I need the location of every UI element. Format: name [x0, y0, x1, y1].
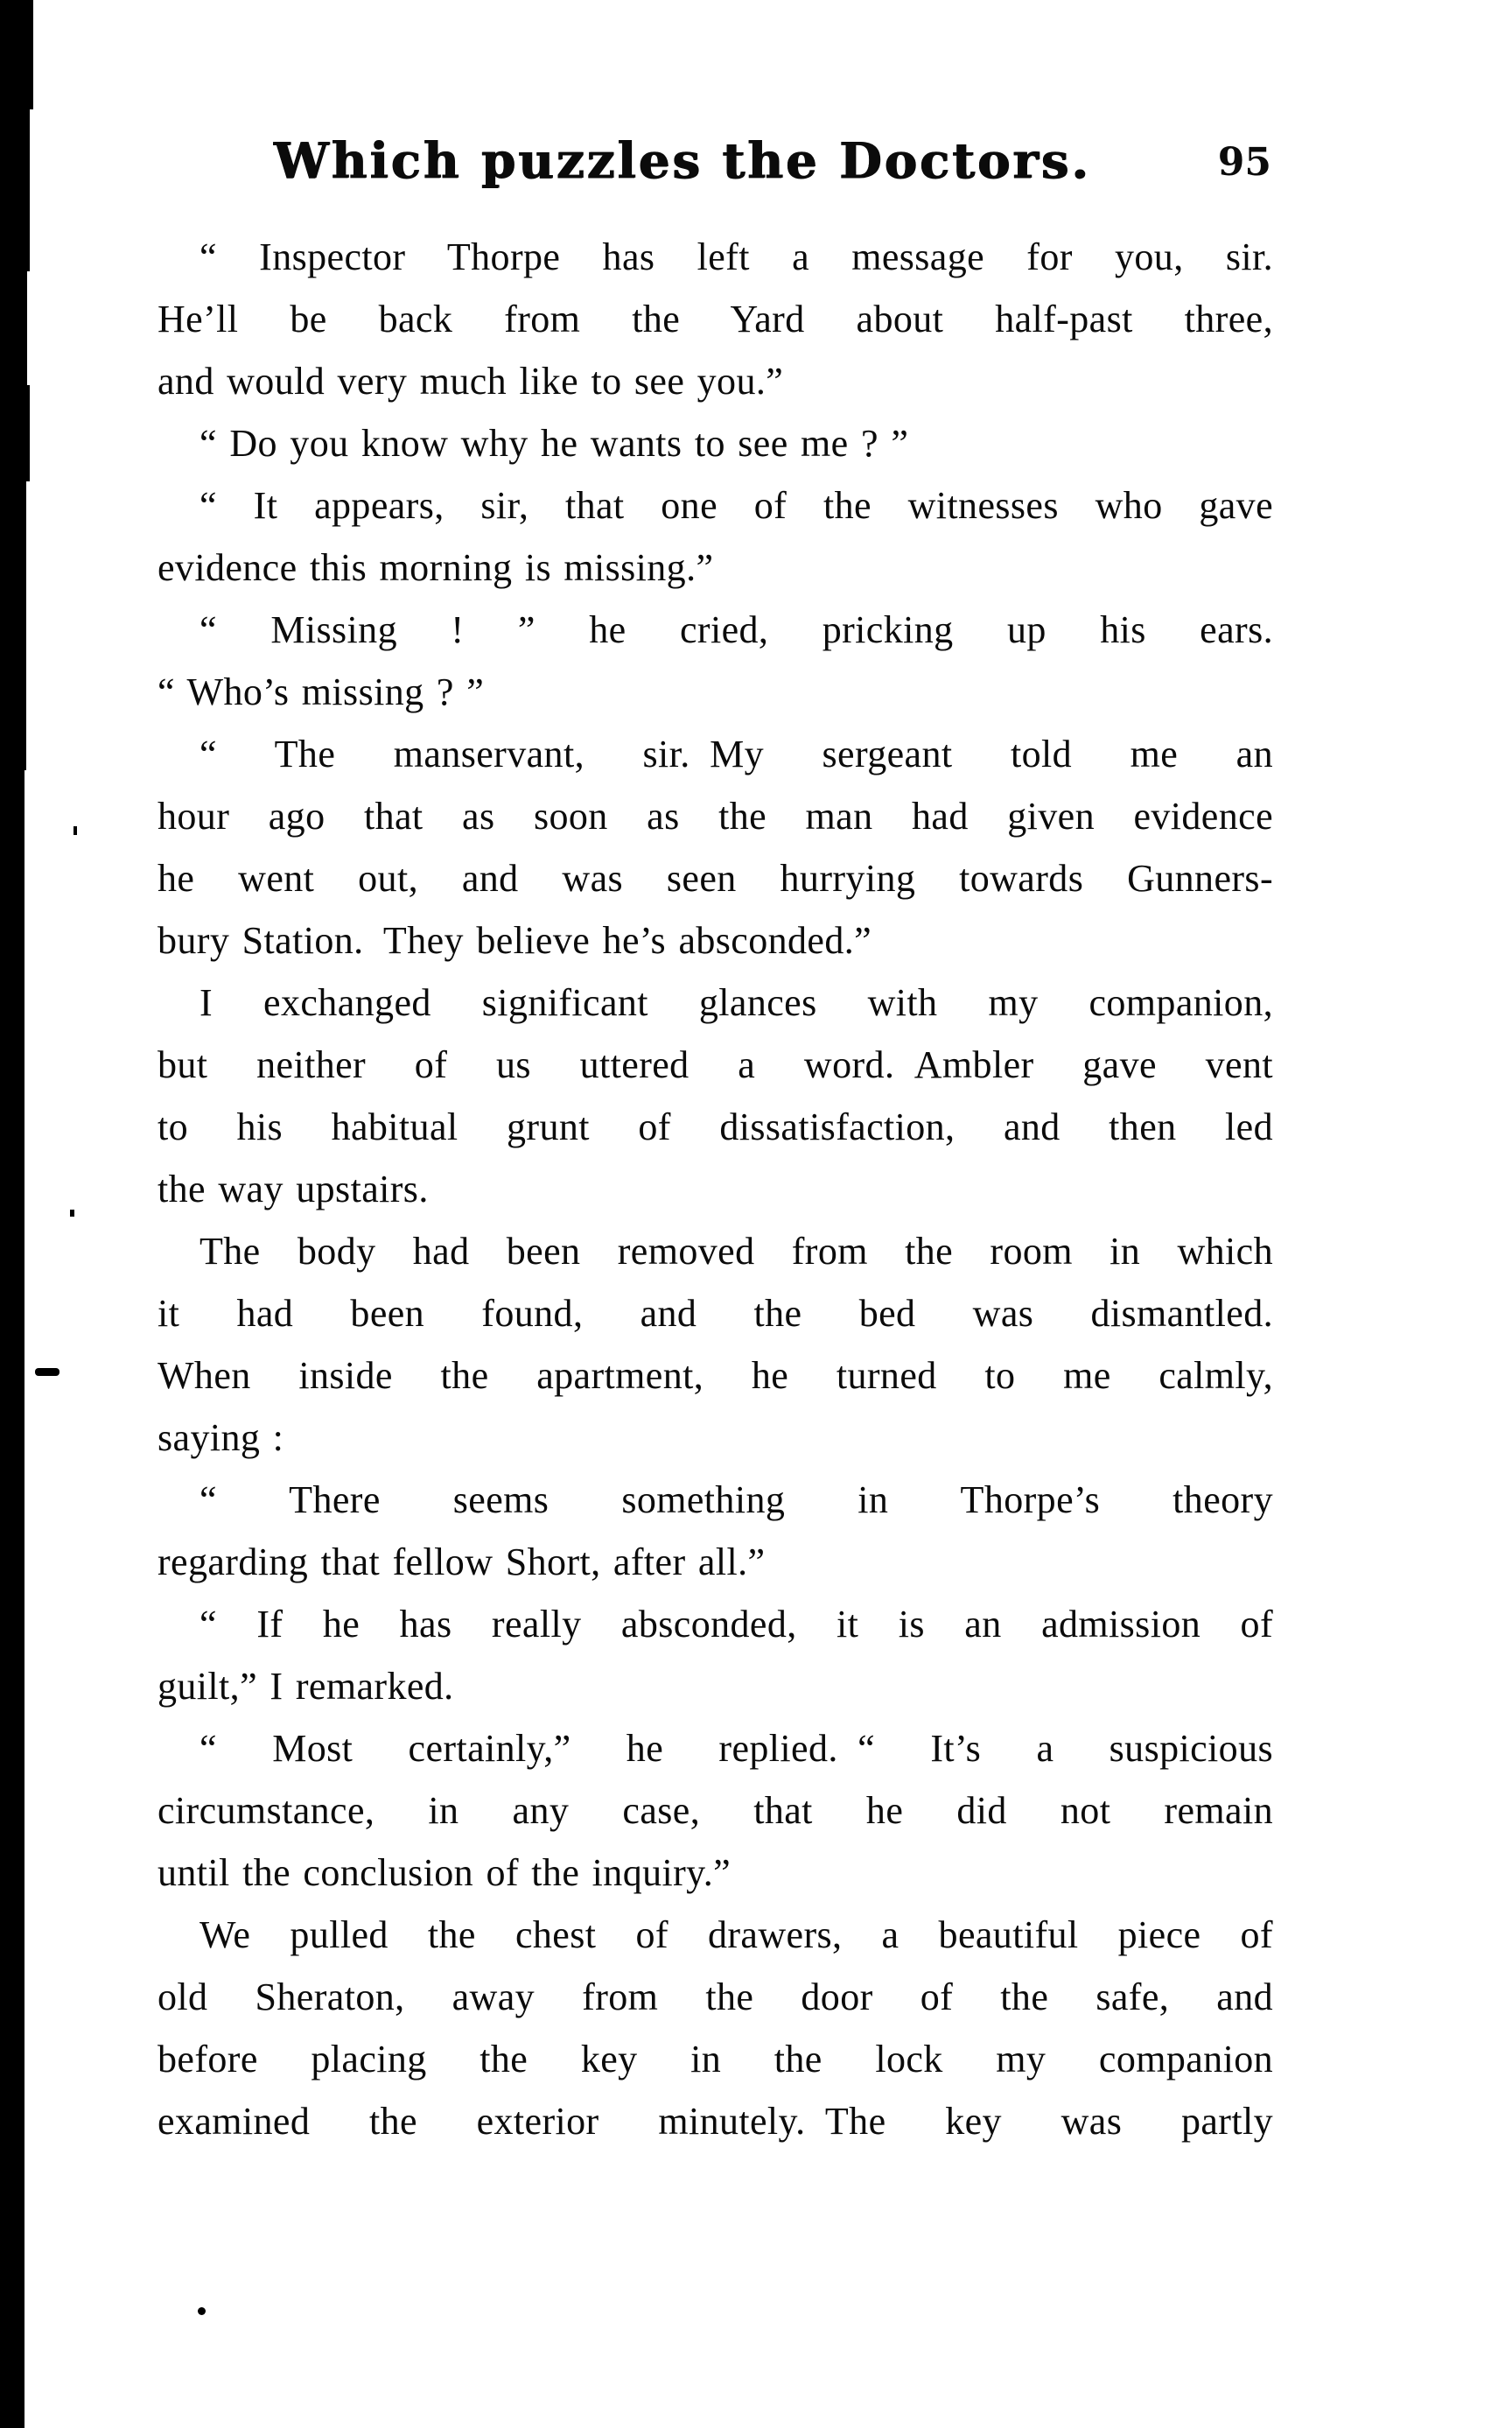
- paragraph: [158, 1469, 1273, 1593]
- text-line: “ Missing ! ” he cried, pricking up his ears.: [200, 608, 1273, 651]
- paragraph: [158, 723, 1273, 972]
- text-line: before placing the key in the lock my companion: [158, 2038, 1273, 2081]
- paragraph: [158, 1717, 1273, 1904]
- text-line: He’ll be back from the Yard about half-past three,: [158, 298, 1273, 340]
- paragraph: [158, 1220, 1273, 1469]
- text-line: guilt,” I remarked.: [158, 1665, 454, 1708]
- text-line: “ There seems something in Thorpe’s theory: [200, 1478, 1273, 1521]
- text-line: he went out, and was seen hurrying towards Gunners-: [158, 857, 1273, 900]
- text-line: “ Do you know why he wants to see me ? ”: [200, 422, 909, 465]
- stray-dot-artifact: [198, 2307, 206, 2315]
- text-line: saying :: [158, 1416, 284, 1459]
- scan-gutter-bump: [0, 385, 30, 481]
- scan-speck: [70, 1210, 74, 1217]
- paragraph: [158, 1904, 1273, 2152]
- paragraph: [158, 474, 1273, 599]
- paragraph: [158, 226, 1273, 412]
- scan-gutter-bump: [0, 0, 33, 109]
- text-line: bury Station. They believe he’s absconded.”: [158, 919, 872, 962]
- margin-dash-artifact: [35, 1368, 60, 1376]
- text-line: regarding that fellow Short, after all.”: [158, 1540, 766, 1583]
- text-line: examined the exterior minutely. The key was partly: [158, 2100, 1273, 2143]
- text-line: old Sheraton, away from the door of the safe, and: [158, 1975, 1273, 2018]
- text-line: “ Inspector Thorpe has left a message for you, sir.: [200, 235, 1273, 278]
- text-line: the way upstairs.: [158, 1168, 429, 1210]
- paragraph: [158, 1593, 1273, 1717]
- text-line: The body had been removed from the room in which: [200, 1230, 1273, 1273]
- text-line: until the conclusion of the inquiry.”: [158, 1851, 732, 1894]
- text-line: it had been found, and the bed was dismantled.: [158, 1292, 1273, 1335]
- scan-gutter-bump: [0, 109, 30, 271]
- page-number: 95: [1217, 140, 1271, 185]
- paragraph: [158, 972, 1273, 1220]
- text-line: When inside the apartment, he turned to me calmly,: [158, 1354, 1273, 1397]
- text-line: “ The manservant, sir. My sergeant told me an: [200, 733, 1273, 775]
- text-line: “ It appears, sir, that one of the witnesses who gave: [200, 484, 1273, 527]
- text-line: evidence this morning is missing.”: [158, 546, 714, 589]
- text-line: but neither of us uttered a word. Ambler gave vent: [158, 1043, 1273, 1086]
- running-head: [158, 130, 1273, 193]
- scan-gutter-bump: [0, 271, 27, 385]
- text-line: “ Who’s missing ? ”: [158, 670, 485, 713]
- paragraph: [158, 412, 1273, 474]
- text-line: and would very much like to see you.”: [158, 360, 784, 403]
- paragraph: [158, 599, 1273, 723]
- scan-speck: [74, 826, 77, 835]
- text-line: “ Most certainly,” he replied. “ It’s a suspicious: [200, 1727, 1273, 1770]
- text-line: to his habitual grunt of dissatisfaction, and then led: [158, 1105, 1273, 1148]
- text-line: hour ago that as soon as the man had given evidence: [158, 795, 1273, 838]
- text-line: circumstance, in any case, that he did not remain: [158, 1789, 1273, 1832]
- scan-gutter-bump: [0, 481, 26, 770]
- text-line: I exchanged significant glances with my companion,: [200, 981, 1273, 1024]
- page-header-title: Which puzzles the Doctors.: [273, 132, 1091, 190]
- body-text-block: [158, 226, 1273, 2152]
- text-line: “ If he has really absconded, it is an admission of: [200, 1603, 1273, 1646]
- text-line: We pulled the chest of drawers, a beautiful piece of: [200, 1913, 1273, 1956]
